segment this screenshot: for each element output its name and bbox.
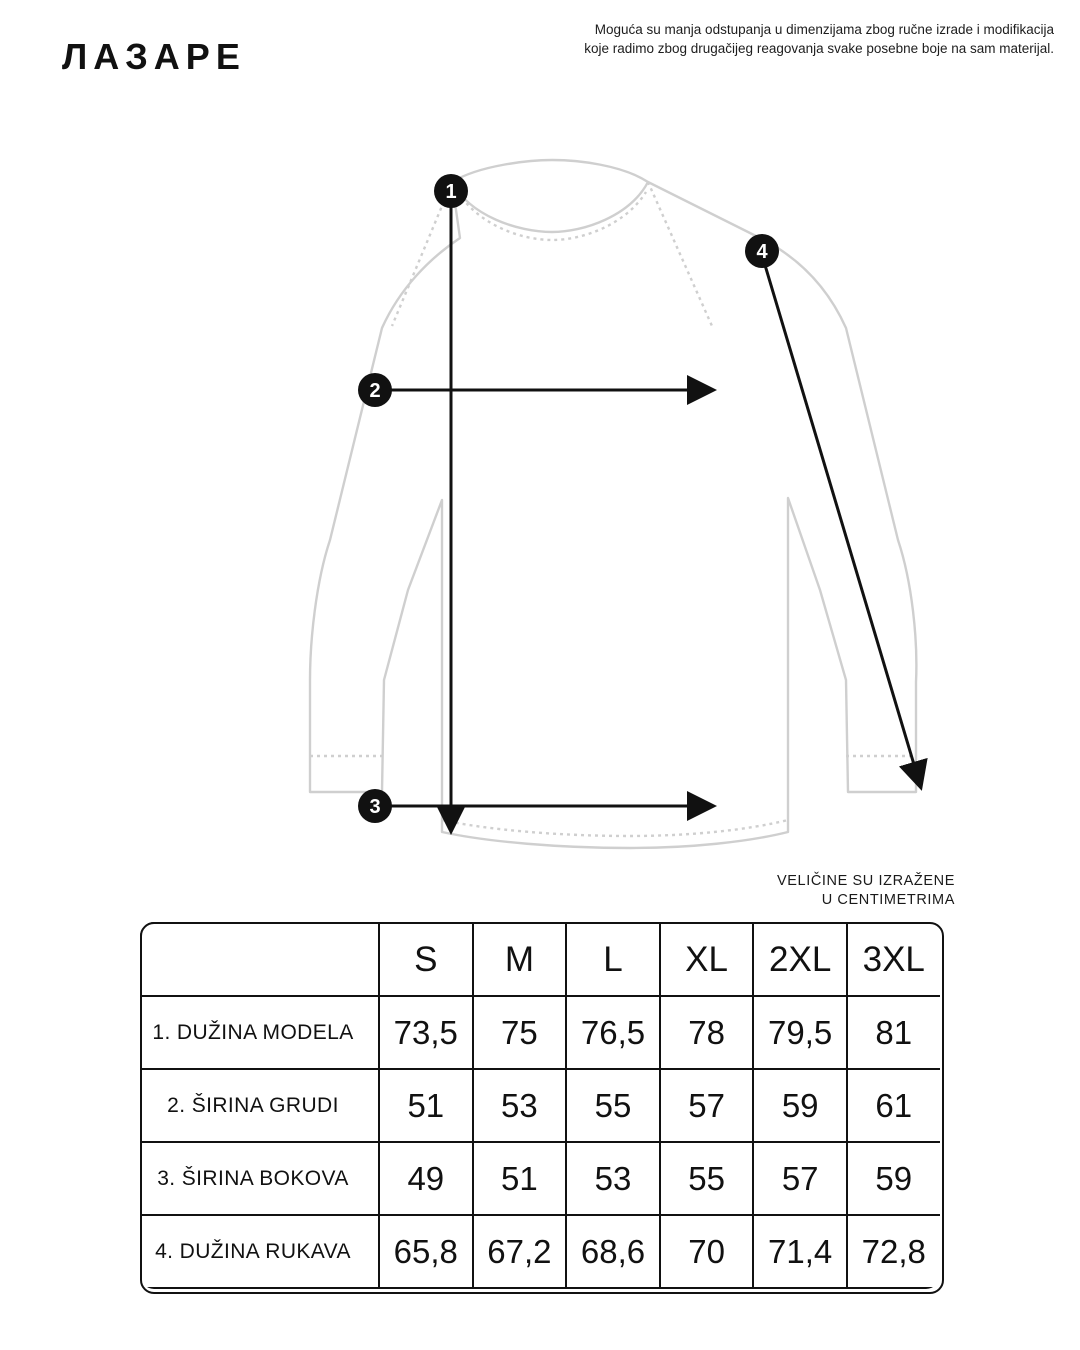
cell-duzina-rukava-3xl: 72,8 [847,1215,940,1288]
cell-sirina-bokova-l: 53 [566,1142,660,1215]
disclaimer-line-1: Moguća su manja odstupanja u dimenzijama zbog ručne izrade i modifikacija [594,22,1054,37]
row-label-sirina-bokova: 3. ŠIRINA BOKOVA [141,1142,379,1215]
table-header-size-s: S [379,923,473,996]
cell-duzina-rukava-2xl: 71,4 [753,1215,847,1288]
cell-duzina-modela-l: 76,5 [566,996,660,1069]
cell-sirina-grudi-2xl: 59 [753,1069,847,1142]
cell-sirina-bokova-2xl: 57 [753,1142,847,1215]
cell-duzina-modela-2xl: 79,5 [753,996,847,1069]
units-note [777,872,955,910]
table-corner-cell [141,923,379,996]
table-header-size-3xl: 3XL [847,923,940,996]
shirt-outline [310,160,916,848]
size-table [140,922,940,1289]
table-row [141,996,940,1069]
svg-text:3: 3 [369,796,381,818]
svg-text:4: 4 [756,241,768,263]
garment-diagram [0,120,1080,880]
table-header-size-l: L [566,923,660,996]
table-row [141,1142,940,1215]
cell-duzina-modela-xl: 78 [660,996,754,1069]
table-row [141,1069,940,1142]
cell-sirina-grudi-3xl: 61 [847,1069,940,1142]
disclaimer-text [534,20,1054,58]
cell-duzina-rukava-s: 65,8 [379,1215,473,1288]
cell-sirina-grudi-s: 51 [379,1069,473,1142]
cell-sirina-bokova-s: 49 [379,1142,473,1215]
cell-duzina-rukava-l: 68,6 [566,1215,660,1288]
size-table-container [140,922,940,1289]
units-note-line-2: U CENTIMETRIMA [821,892,955,908]
table-header-row [141,923,940,996]
row-label-sirina-grudi: 2. ŠIRINA GRUDI [141,1069,379,1142]
table-header-size-m: M [473,923,567,996]
marker-2 [358,373,392,407]
marker-4 [745,234,779,268]
disclaimer-line-2: koje radimo zbog drugačijeg reagovanja svake posebne boje na sam materijal. [584,41,1054,56]
cell-sirina-grudi-m: 53 [473,1069,567,1142]
cell-duzina-modela-s: 73,5 [379,996,473,1069]
units-note-line-1: VELIČINE SU IZRAŽENE [777,873,955,889]
measure-line-sleeve [762,255,921,788]
table-header-size-2xl: 2XL [753,923,847,996]
cell-duzina-rukava-xl: 70 [660,1215,754,1288]
cell-sirina-grudi-xl: 57 [660,1069,754,1142]
cell-sirina-bokova-xl: 55 [660,1142,754,1215]
brand-logo: ЛАЗАРЕ [62,36,246,77]
marker-1 [434,174,468,208]
row-label-duzina-modela: 1. DUŽINA MODELA [141,996,379,1069]
row-label-duzina-rukava: 4. DUŽINA RUKAVA [141,1215,379,1288]
cell-sirina-grudi-l: 55 [566,1069,660,1142]
cell-duzina-modela-3xl: 81 [847,996,940,1069]
table-header-size-xl: XL [660,923,754,996]
cell-duzina-rukava-m: 67,2 [473,1215,567,1288]
marker-3 [358,789,392,823]
table-row [141,1215,940,1288]
svg-text:1: 1 [445,181,457,203]
cell-duzina-modela-m: 75 [473,996,567,1069]
cell-sirina-bokova-3xl: 59 [847,1142,940,1215]
cell-sirina-bokova-m: 51 [473,1142,567,1215]
svg-text:2: 2 [369,380,381,402]
